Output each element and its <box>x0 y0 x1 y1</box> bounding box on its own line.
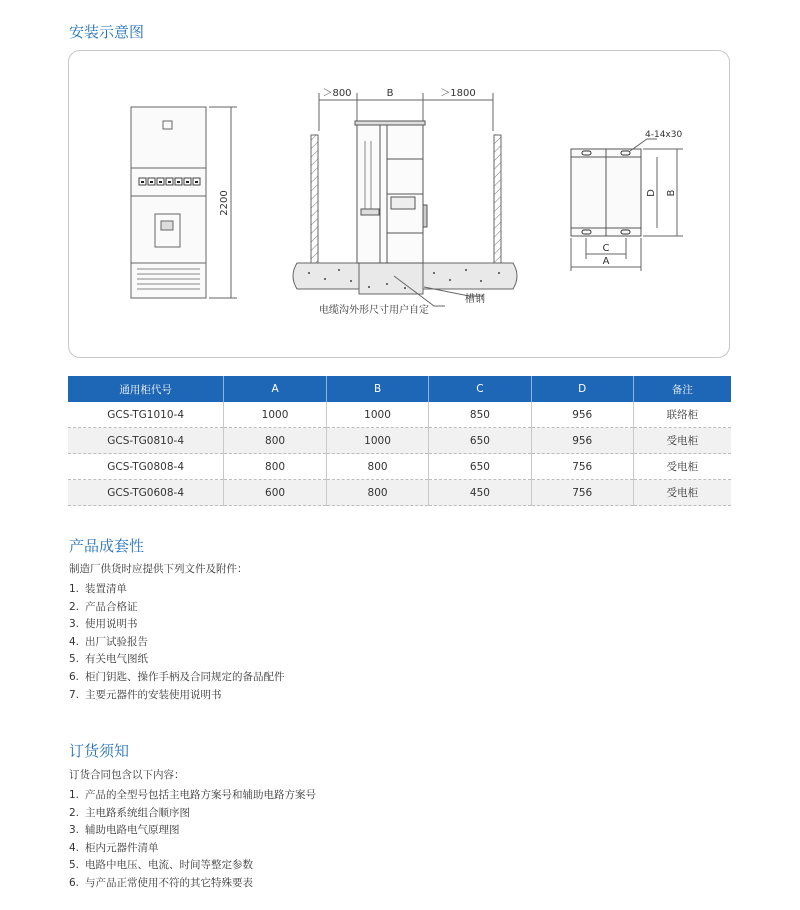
table-cell: 650 <box>429 428 531 454</box>
table-cell: 800 <box>224 428 327 454</box>
list-item <box>69 616 285 634</box>
table-cell: 956 <box>531 402 633 428</box>
list-item <box>69 581 285 599</box>
table-cell: 450 <box>429 480 531 506</box>
table-header-row <box>68 376 731 402</box>
table-cell: 600 <box>224 480 327 506</box>
table-cell: 受电柜 <box>633 480 731 506</box>
table-cell: 800 <box>326 480 429 506</box>
list-item-text: 装置清单 <box>85 583 127 595</box>
trench-note-label: 电缆沟外形尺寸用户自定 <box>319 305 429 316</box>
list-item <box>69 634 285 652</box>
table-cell: 800 <box>224 454 327 480</box>
table-cell: 956 <box>531 428 633 454</box>
side-cabinet <box>355 121 427 263</box>
base-dim-b-label: B <box>666 189 677 197</box>
list-item-number: 6. <box>69 876 80 889</box>
holes-spec-label: 4-14x30 <box>645 130 683 140</box>
list-item-number: 3. <box>69 824 80 837</box>
list-item-text: 出厂试验报告 <box>85 635 148 648</box>
table-row <box>68 454 731 480</box>
list-item <box>69 805 316 823</box>
list-item <box>69 822 316 840</box>
table-cell: GCS-TG1010-4 <box>68 402 224 428</box>
list-item-number: 2. <box>69 600 80 613</box>
table-header-cell: 通用柜代号 <box>68 376 224 402</box>
table-cell: GCS-TG0808-4 <box>68 454 224 480</box>
table-cell: GCS-TG0810-4 <box>68 428 224 454</box>
list-item-number: 5. <box>69 653 80 666</box>
list-item-number: 6. <box>69 670 80 683</box>
list-item-number: 4. <box>69 635 80 648</box>
table-cell: 受电柜 <box>633 454 731 480</box>
table-header-cell: A <box>224 376 327 402</box>
list-item <box>69 787 316 805</box>
list-item <box>69 599 285 617</box>
table-row <box>68 402 731 428</box>
list-item-text: 产品合格证 <box>85 600 138 613</box>
list-item-text: 使用说明书 <box>85 618 138 631</box>
list-item-number: 2. <box>69 806 80 819</box>
table-row <box>68 480 731 506</box>
table-header-cell: B <box>326 376 429 402</box>
kit-section-title: 产品成套性 <box>69 537 145 555</box>
install-section-title: 安装示意图 <box>69 23 145 41</box>
table-cell: 756 <box>531 454 633 480</box>
list-item-text: 柜门钥匙、操作手柄及合同规定的备品配件 <box>85 670 285 683</box>
table-cell: GCS-TG0608-4 <box>68 480 224 506</box>
order-intro: 订货合同包含以下内容： <box>69 769 185 781</box>
side-floor-ground <box>293 263 517 294</box>
side-left-gap-label: ＞800 <box>322 88 352 99</box>
list-item-text: 与产品正常使用不符的其它特殊要表 <box>85 876 253 889</box>
list-item-number: 5. <box>69 859 80 872</box>
base-plan-frame <box>571 149 641 236</box>
base-dim-d-label: D <box>646 189 657 197</box>
cabinet-spec-table <box>68 376 731 506</box>
list-item-text: 主要元器件的安装使用说明书 <box>85 688 222 701</box>
table-cell: 650 <box>429 454 531 480</box>
list-item-number: 1. <box>69 583 80 595</box>
table-cell: 1000 <box>326 402 429 428</box>
table-cell: 850 <box>429 402 531 428</box>
list-item-number: 1. <box>69 789 80 801</box>
front-height-label: 2200 <box>219 190 230 216</box>
list-item <box>69 840 316 858</box>
order-list-block <box>69 767 316 893</box>
kit-list <box>69 581 285 704</box>
table-header-cell: C <box>429 376 531 402</box>
list-item-number: 7. <box>69 688 80 701</box>
channel-steel-label: 槽钢 <box>465 294 485 305</box>
list-item-number: 3. <box>69 618 80 631</box>
kit-list-block <box>69 561 285 704</box>
list-item-text: 主电路系统组合顺序图 <box>85 806 190 819</box>
installation-diagram <box>69 51 731 359</box>
list-item <box>69 669 285 687</box>
kit-intro: 制造厂供货时应提供下列文件及附件： <box>69 563 248 575</box>
list-item-text: 辅助电路电气原理图 <box>85 824 180 837</box>
list-item-text: 柜内元器件清单 <box>85 841 159 854</box>
installation-diagram-panel <box>68 50 730 358</box>
table-cell: 756 <box>531 480 633 506</box>
table-cell: 联络柜 <box>633 402 731 428</box>
list-item-text: 产品的全型号包括主电路方案号和辅助电路方案号 <box>85 789 316 801</box>
list-item <box>69 687 285 705</box>
order-section-title: 订货须知 <box>69 742 130 760</box>
list-item-text: 有关电气图纸 <box>85 653 148 666</box>
side-right-gap-label: ＞1800 <box>440 88 476 99</box>
order-list <box>69 787 316 893</box>
table-cell: 1000 <box>224 402 327 428</box>
list-item <box>69 857 316 875</box>
base-dim-c-label: C <box>602 243 610 254</box>
table-row <box>68 428 731 454</box>
list-item-text: 电路中电压、电流、时间等整定参数 <box>85 859 253 872</box>
list-item <box>69 875 316 893</box>
table-header-cell: 备注 <box>633 376 731 402</box>
list-item <box>69 651 285 669</box>
table-header-cell: D <box>531 376 633 402</box>
base-dim-a-label: A <box>602 256 610 267</box>
table-cell: 1000 <box>326 428 429 454</box>
table-cell: 受电柜 <box>633 428 731 454</box>
table-cell: 800 <box>326 454 429 480</box>
list-item-number: 4. <box>69 841 80 854</box>
side-width-label: B <box>386 88 394 99</box>
